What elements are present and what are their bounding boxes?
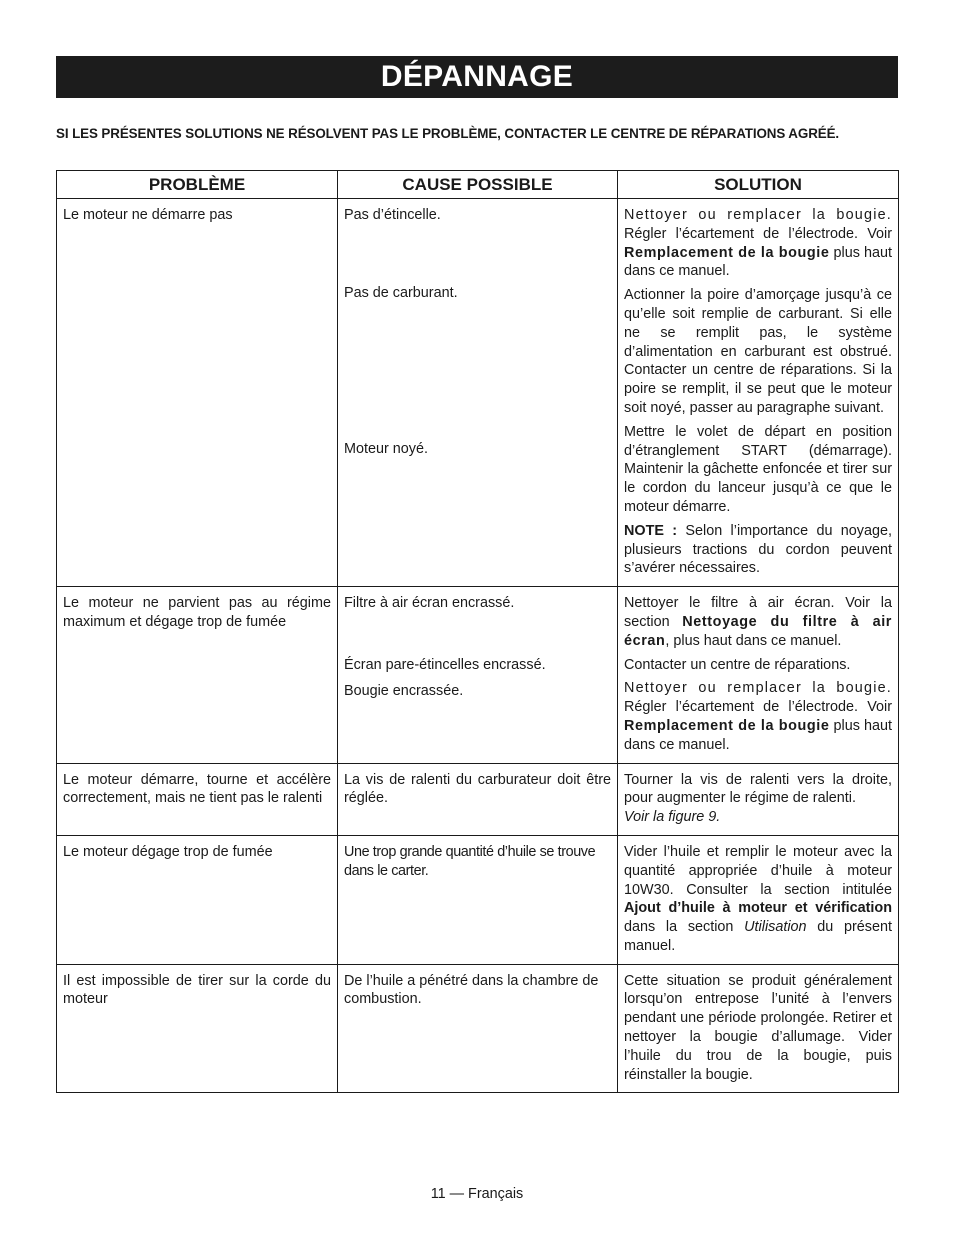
page-title: DÉPANNAGE — [56, 56, 898, 98]
table-row — [57, 835, 899, 964]
problem-text: Le moteur dégage trop de fumée — [63, 843, 273, 860]
problem-text: Le moteur ne parvient pas au régime maximum et dégage trop de fumée — [63, 595, 331, 630]
header-cause: CAUSE POSSIBLE — [338, 171, 618, 199]
problem-cell — [57, 763, 338, 835]
header-problem: PROBLÈME — [57, 171, 338, 199]
cause-cell — [338, 763, 618, 835]
solution-cell — [618, 835, 899, 964]
table-row — [57, 199, 899, 587]
cause-text: Pas de carburant. — [344, 285, 458, 301]
problem-cell — [57, 835, 338, 964]
solution-cell — [618, 199, 899, 587]
cause-text: Bougie encrassée. — [344, 683, 464, 700]
solution-text: Actionner la poire d’amorçage jusqu’à ce qu’elle soit remplie de carburant. Si elle ne se remplit pas, le système d’alimentation en carburant est obstrué. Contacter un centre de réparations. Si la poire se remplit, il se peut que le moteur soit noyé, passer au paragraphe suivant. — [624, 287, 892, 416]
cause-text: La vis de ralenti du carburateur doit être réglée. — [344, 771, 611, 807]
cause-text: De l’huile a pénétré dans la chambre de combustion. — [344, 972, 599, 1008]
problem-cell — [57, 964, 338, 1093]
cause-cell — [338, 835, 618, 964]
solution-cell — [618, 964, 899, 1093]
header-solution: SOLUTION — [618, 171, 899, 199]
solution-cell — [618, 587, 899, 763]
note-text: NOTE : Selon l’importance du noyage, plusieurs tractions du cordon peuvent s’avérer nécessaires. — [624, 522, 892, 577]
solution-cell — [618, 763, 899, 835]
solution-text: Nettoyer ou remplacer la bougie. Régler l’écartement de l’électrode. Voir Remplacement de la bougie plus haut dans ce manuel. — [624, 207, 892, 280]
problem-text: Il est impossible de tirer sur la corde du moteur — [63, 972, 331, 1008]
problem-cell — [57, 587, 338, 763]
problem-cell — [57, 199, 338, 587]
page-footer: 11 — Français — [430, 1186, 524, 1202]
cause-text: Écran pare-étincelles encrassé. — [344, 657, 546, 674]
troubleshooting-table — [56, 170, 899, 1093]
cause-text: Moteur noyé. — [344, 441, 428, 457]
solution-text: Contacter un centre de réparations. — [624, 656, 851, 673]
table-row — [57, 964, 899, 1093]
cause-cell — [338, 964, 618, 1093]
cause-cell — [338, 199, 618, 587]
solution-text: Mettre le volet de départ en position d’étranglement START (démarrage). Maintenir la gâchette enfoncée et tirer sur le cordon du lanceur jusqu’à ce que le moteur démarre. — [624, 423, 892, 515]
problem-text: Le moteur démarre, tourne et accélère correctement, mais ne tient pas le ralenti — [63, 771, 331, 807]
table-row — [57, 587, 899, 763]
cause-text: Pas d’étincelle. — [344, 207, 441, 223]
cause-text: Une trop grande quantité d’huile se trouve dans le carter. — [344, 843, 596, 879]
solution-text: Cette situation se produit généralement lorsqu’on entrepose l’unité à l’envers pendant une période prolongée. Retirer et nettoyer la bougie d’allumage. Vider l’huile du trou de la bougie, puis réinstaller la bougie. — [624, 972, 892, 1083]
solution-text: Nettoyer ou remplacer la bougie. Régler l’écartement de l’électrode. Voir Remplacement de la bougie plus haut dans ce manuel. — [624, 680, 892, 753]
solution-text: Nettoyer le filtre à air écran. Voir la section Nettoyage du filtre à air écran, plus haut dans ce manuel. — [624, 595, 892, 649]
cause-cell — [338, 587, 618, 763]
table-header-row — [57, 171, 899, 199]
intro-warning: SI LES PRÉSENTES SOLUTIONS NE RÉSOLVENT PAS LE PROBLÈME, CONTACTER LE CENTRE DE RÉPARATIONS AGRÉÉ. — [56, 126, 840, 141]
solution-text: Voir la figure 9. — [624, 809, 721, 826]
solution-text: Vider l’huile et remplir le moteur avec la quantité appropriée d’huile à moteur 10W30. Consulter la section intitulée Ajout d’huile à moteur et vérification dans la section Utilisation du présent manuel. — [624, 843, 892, 954]
cause-text: Filtre à air écran encrassé. — [344, 595, 515, 612]
problem-text: Le moteur ne démarre pas — [63, 207, 233, 223]
solution-text: Tourner la vis de ralenti vers la droite, pour augmenter le régime de ralenti. — [624, 771, 892, 807]
table-row — [57, 763, 899, 835]
